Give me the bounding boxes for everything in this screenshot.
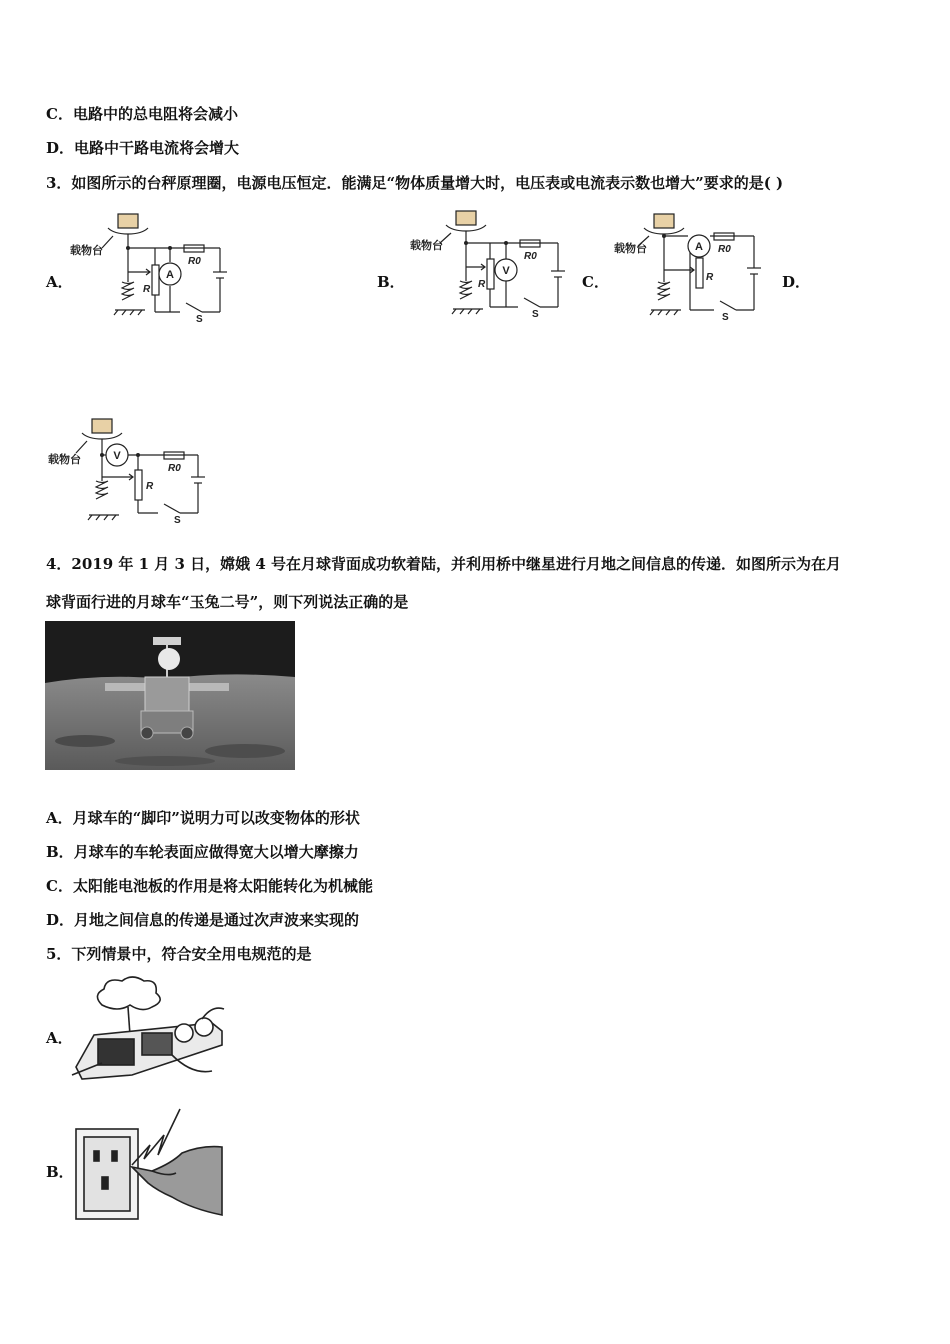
svg-text:S: S <box>174 515 181 526</box>
svg-text:R0: R0 <box>168 463 181 474</box>
svg-text:S: S <box>196 314 203 325</box>
circuit-diagram-c <box>614 210 794 325</box>
svg-text:载物台: 载物台 <box>48 454 81 466</box>
q4-option-b: B．月球车的车轮表面应做得宽大以增大摩擦力 <box>46 843 359 861</box>
svg-text:R: R <box>143 284 151 295</box>
q4-option-a: A．月球车的“脚印”说明力可以改变物体的形状 <box>46 809 360 827</box>
option-d: D．电路中干路电流将会增大 <box>46 139 240 157</box>
svg-text:载物台: 载物台 <box>70 245 103 257</box>
svg-text:R: R <box>478 279 486 290</box>
circuit-diagram-a <box>70 210 250 325</box>
svg-text:载物台: 载物台 <box>410 240 443 252</box>
circuit-diagram-d <box>48 415 228 530</box>
svg-text:A: A <box>695 241 703 253</box>
question-4-stem-line1: 4．2019 年 1 月 3 日，嫦娥 4 号在月球背面成功软着陆，并利用桥中继星进行月地之间信息的传递．如图所示为在月 <box>46 555 842 573</box>
svg-text:V: V <box>113 450 121 462</box>
svg-text:R0: R0 <box>188 256 201 267</box>
lunar-rover-photo <box>45 621 295 770</box>
svg-text:A: A <box>166 269 174 281</box>
svg-text:V: V <box>502 265 510 277</box>
option-c: C．电路中的总电阻将会减小 <box>46 105 238 123</box>
svg-text:R0: R0 <box>718 244 731 255</box>
q5-option-a-letter: A． <box>46 1029 73 1047</box>
svg-text:R0: R0 <box>524 251 537 262</box>
circuit-diagram-b <box>410 207 590 322</box>
svg-text:S: S <box>722 312 729 323</box>
q3-option-a-letter: A． <box>46 273 73 291</box>
svg-text:S: S <box>532 309 539 320</box>
question-3-stem: 3．如图所示的台秤原理圈，电源电压恒定．能满足“物体质量增大时，电压表或电流表示数也增大”要求的是( ) <box>46 174 784 192</box>
socket-with-wire-illustration <box>72 1105 227 1223</box>
question-4-stem-line2: 球背面行进的月球车“玉兔二号”，则下列说法正确的是 <box>46 593 409 611</box>
q3-option-c-letter: C． <box>582 273 609 291</box>
svg-text:R: R <box>706 272 714 283</box>
q4-option-d: D．月地之间信息的传递是通过次声波来实现的 <box>46 911 360 929</box>
overloaded-power-strip-illustration <box>72 975 227 1085</box>
q5-option-b-letter: B． <box>46 1163 74 1181</box>
q3-option-b-letter: B． <box>377 273 405 291</box>
question-5-stem: 5．下列情景中，符合安全用电规范的是 <box>46 945 312 963</box>
q4-option-c: C．太阳能电池板的作用是将太阳能转化为机械能 <box>46 877 373 895</box>
q3-option-d-letter: D． <box>782 273 811 291</box>
svg-text:R: R <box>146 481 154 492</box>
svg-text:载物台: 载物台 <box>614 243 647 255</box>
